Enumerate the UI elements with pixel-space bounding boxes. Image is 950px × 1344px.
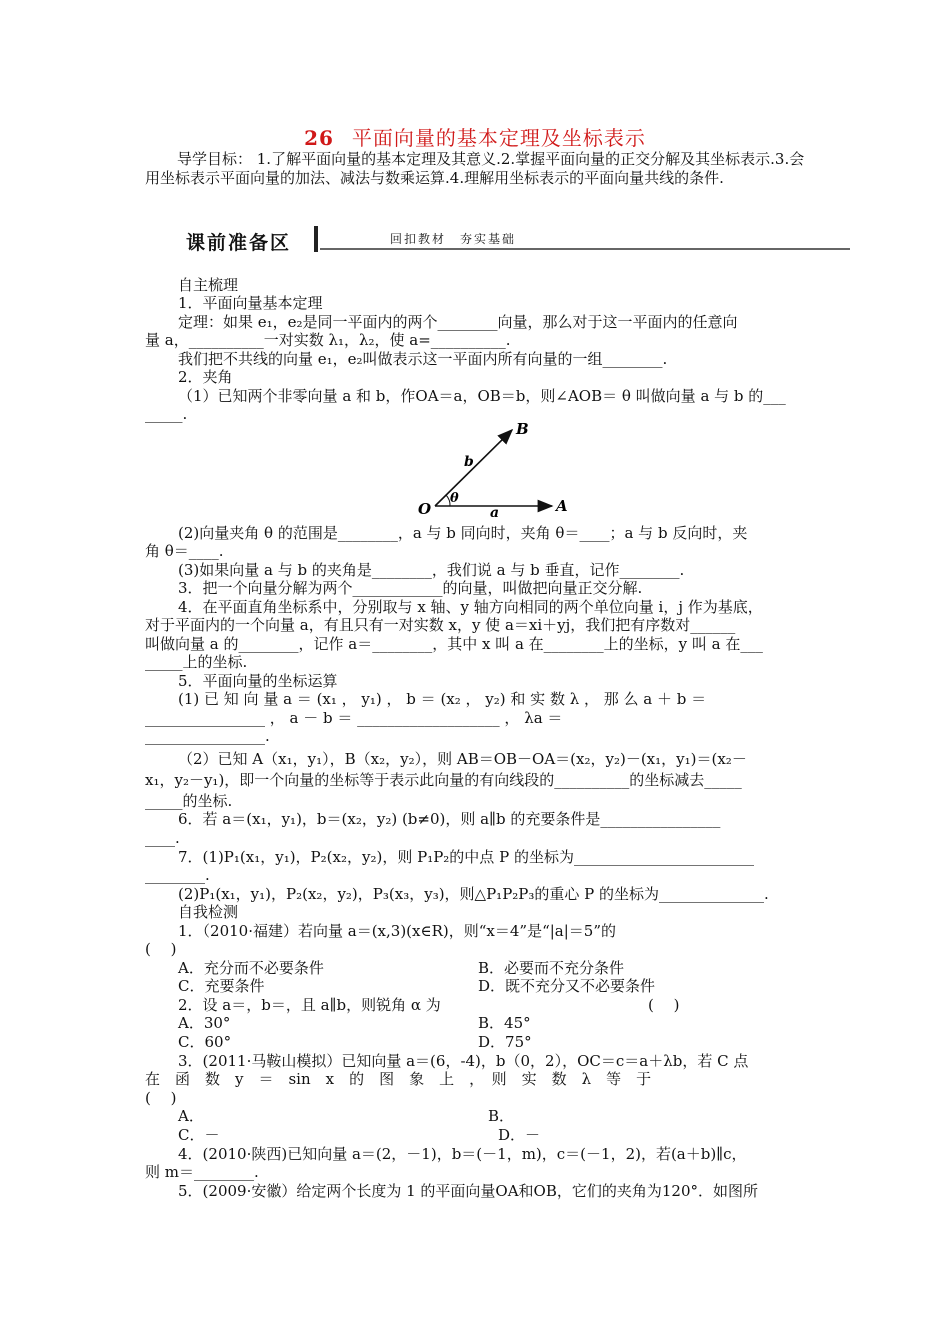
text-line: 4．(2010·陕西)已知向量 a＝(2，－1)，b＝(－1，m)，c＝(－1，2)，若(a＋b)∥c， <box>178 1145 747 1163</box>
q2-option-a: A．30° <box>178 1014 231 1032</box>
text-line: 则 m＝________. <box>145 1163 259 1181</box>
text-line: 1．（2010·福建）若向量 a＝(x,3)(x∈R)，则“x＝4”是“|a|＝5”的 <box>178 922 617 940</box>
label-B: B <box>516 420 529 438</box>
text-line: 3．(2011·马鞍山模拟）已知向量 a＝(6，-4)，b（0，2），OC＝c＝a＋λb，若 C 点 <box>178 1052 749 1070</box>
label-b: b <box>464 454 474 470</box>
text-line: 1．平面向量基本定理 <box>178 294 323 312</box>
q2-option-c: C．60° <box>178 1033 232 1051</box>
text-line: (3)如果向量 a 与 b 的夹角是________，我们说 a 与 b 垂直，记作________. <box>178 561 685 579</box>
q3-option-c: C．－ <box>178 1126 220 1144</box>
text-line: (1) 已 知 向 量 a ＝ (x₁ ， y₁) ， b ＝ (x₂ ， y₂) 和 实 数 λ ， 那 么 a ＋ b ＝ <box>178 690 707 708</box>
text-line: 角 θ＝____. <box>145 542 224 560</box>
q1-option-a: A．充分而不必要条件 <box>178 959 324 977</box>
q3-option-d: D．－ <box>498 1126 541 1144</box>
label-O: O <box>418 500 432 518</box>
text-line: 自主梳理 <box>178 276 239 294</box>
text-line: 叫做向量 a 的________，记作 a＝________，其中 x 叫 a 在________上的坐标，y 叫 a 在___ <box>145 635 763 653</box>
q2-option-d: D．75° <box>478 1033 532 1051</box>
text-line: ________. <box>145 866 210 884</box>
label-a: a <box>490 505 500 518</box>
text-line: ( ) <box>145 940 177 958</box>
section-subtitle: 回扣教材 夯实基础 <box>390 232 517 246</box>
label-theta: θ <box>450 491 459 506</box>
text-line: （1）已知两个非零向量 a 和 b，作OA＝a，OB＝b，则∠AOB＝ θ 叫做向量 a 与 b 的___ <box>178 387 786 405</box>
text-line: (2)P₁(x₁，y₁)，P₂(x₂，y₂)，P₃(x₃，y₃)，则△P₁P₂P₃的重心 P 的坐标为______________. <box>178 885 769 903</box>
text-line: _____. <box>145 405 188 423</box>
text-line: 6．若 a＝(x₁，y₁)，b＝(x₂，y₂) (b≠0)，则 a∥b 的充要条件是________________ <box>178 810 721 828</box>
text-line: 2．夹角 <box>178 368 233 386</box>
text-line: ( ) <box>145 1089 177 1107</box>
section-label: 课前准备区 <box>186 232 292 254</box>
text-line: 在 函 数 y ＝ sin x 的 图 象 上 ， 则 实 数 λ 等 于 <box>145 1070 652 1088</box>
q2-option-b: B．45° <box>478 1014 531 1032</box>
text-line: (2)向量夹角 θ 的范围是________，a 与 b 同向时，夹角 θ＝____；a 与 b 反向时，夹 <box>178 524 748 542</box>
text-line: ________________. <box>145 727 270 745</box>
q2-answer-paren: ( ) <box>648 996 680 1014</box>
section-header <box>180 226 850 254</box>
text-line: ________________ ， a － b ＝ ___________________ ， λa ＝ <box>145 709 563 727</box>
text-line: x₁，y₂－y₁)，即一个向量的坐标等于表示此向量的有向线段的__________的坐标减去_____ <box>145 771 742 789</box>
text-line: （2）已知 A（x₁，y₁），B（x₂，y₂），则 AB＝OB－OA＝(x₂，y₂)－(x₁，y₁)＝(x₂－ <box>178 750 747 768</box>
text-line: 3．把一个向量分解为两个____________的向量，叫做把向量正交分解. <box>178 579 643 597</box>
q1-option-c: C．充要条件 <box>178 977 265 995</box>
title-number: 26 <box>304 126 334 150</box>
q1-option-d: D．既不充分又不必要条件 <box>478 977 656 995</box>
text-line: 4．在平面直角坐标系中，分别取与 x 轴、y 轴方向相同的两个单位向量 i，j 作为基底， <box>178 598 763 616</box>
text-line: 5．平面向量的坐标运算 <box>178 672 338 690</box>
text-line: 量 a，__________一对实数 λ₁，λ₂，使 a=__________. <box>145 331 511 349</box>
text-line: 5．(2009·安徽）给定两个长度为 1 的平面向量OA和OB，它们的夹角为120°．如图所 <box>178 1182 759 1200</box>
section-divider <box>314 226 318 252</box>
text-line: 7．(1)P₁(x₁，y₁)，P₂(x₂，y₂)，则 P₁P₂的中点 P 的坐标为________________________ <box>178 848 754 866</box>
vector-angle-diagram <box>410 418 580 518</box>
label-A: A <box>556 497 568 515</box>
text-line: _____的坐标. <box>145 792 233 810</box>
text-line: 定理：如果 e₁，e₂是同一平面内的两个________向量，那么对于这一平面内的任意向 <box>178 313 738 331</box>
learning-objectives: 导学目标： 1.了解平面向量的基本定理及其意义.2.掌握平面向量的正交分解及其坐标表示.3.会用坐标表示平面向量的加法、减法与数乘运算.4.理解用坐标表示的平面向量共线的条件. <box>145 150 805 187</box>
section-rule <box>320 248 850 250</box>
page-title <box>0 122 950 151</box>
q3-option-b: B． <box>488 1107 515 1125</box>
text-line: ____. <box>145 829 180 847</box>
text-line: 自我检测 <box>178 903 239 921</box>
text-line: 我们把不共线的向量 e₁，e₂叫做表示这一平面内所有向量的一组________. <box>178 350 668 368</box>
text-line: 对于平面内的一个向量 a，有且只有一对实数 x，y 使 a＝xi＋yj，我们把有序数对______ <box>145 616 736 634</box>
q1-option-b: B．必要而不充分条件 <box>478 959 625 977</box>
text-line: _____上的坐标. <box>145 653 248 671</box>
q3-option-a: A． <box>178 1107 204 1125</box>
title-text: 平面向量的基本定理及坐标表示 <box>351 126 646 150</box>
text-line: 2．设 a＝，b＝，且 a∥b，则锐角 α 为 <box>178 996 441 1014</box>
